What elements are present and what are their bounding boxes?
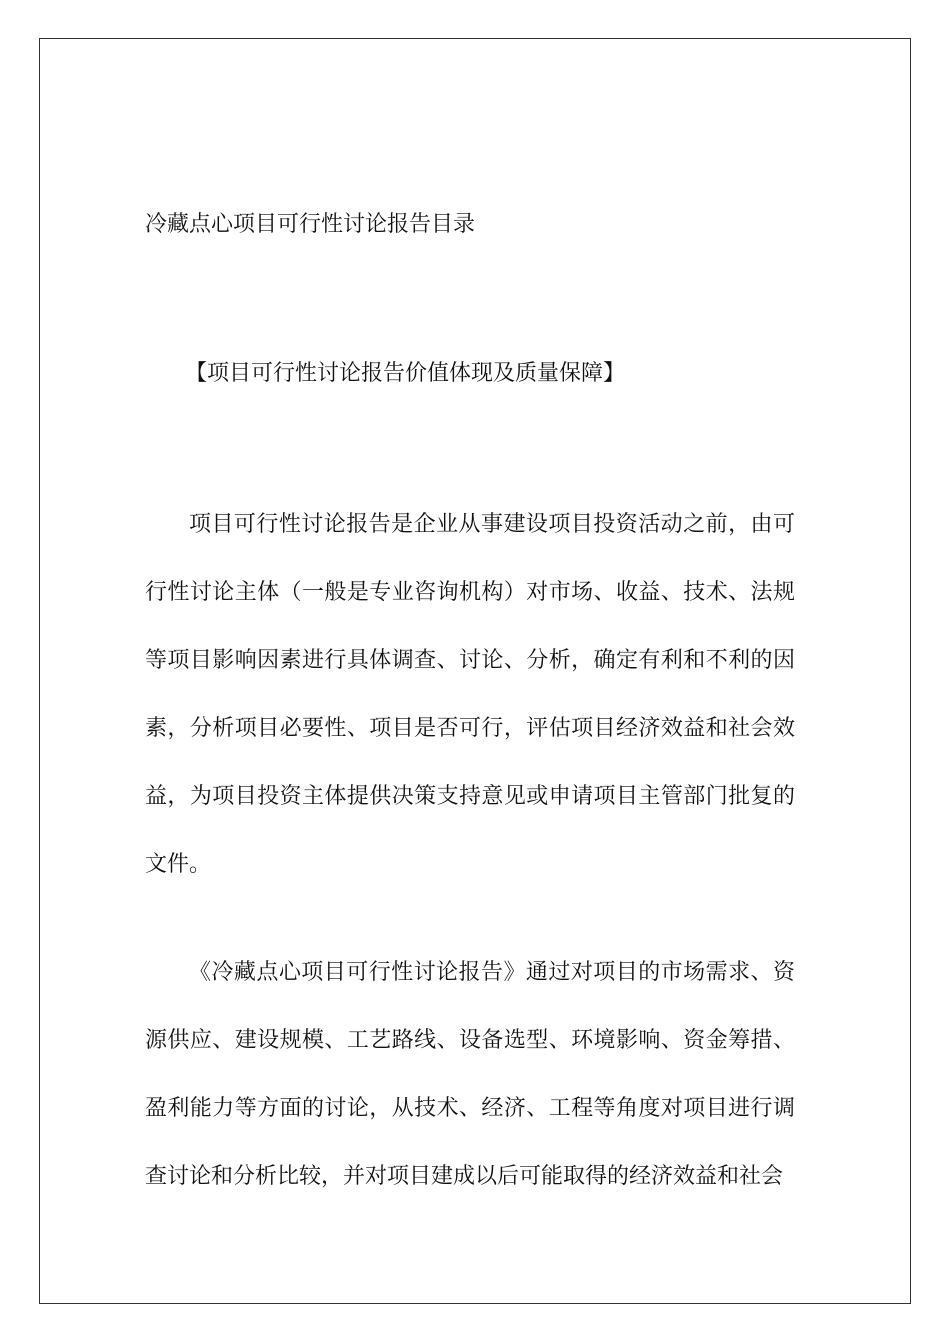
document-title: 冷藏点心项目可行性讨论报告目录 [145, 212, 476, 237]
paragraph-report-scope: 《冷藏点心项目可行性讨论报告》通过对项目的市场需求、资源供应、建设规模、工艺路线、设备选型、环境影响、资金筹措、盈利能力等方面的讨论，从技术、经济、工程等角度对项目进行调查讨论和分析比较，并对项目建成以后可能取得的经济效益和社会 [145, 960, 795, 1189]
section-heading: 【项目可行性讨论报告价值体现及质量保障】 [185, 361, 626, 386]
paragraph-intro: 项目可行性讨论报告是企业从事建设项目投资活动之前，由可行性讨论主体（一般是专业咨询机构）对市场、收益、技术、法规等项目影响因素进行具体调查、讨论、分析，确定有利和不利的因素，分析项目必要性、项目是否可行，评估项目经济效益和社会效益，为项目投资主体提供决策支持意见或申请项目主管部门批复的文件。 [145, 512, 795, 877]
